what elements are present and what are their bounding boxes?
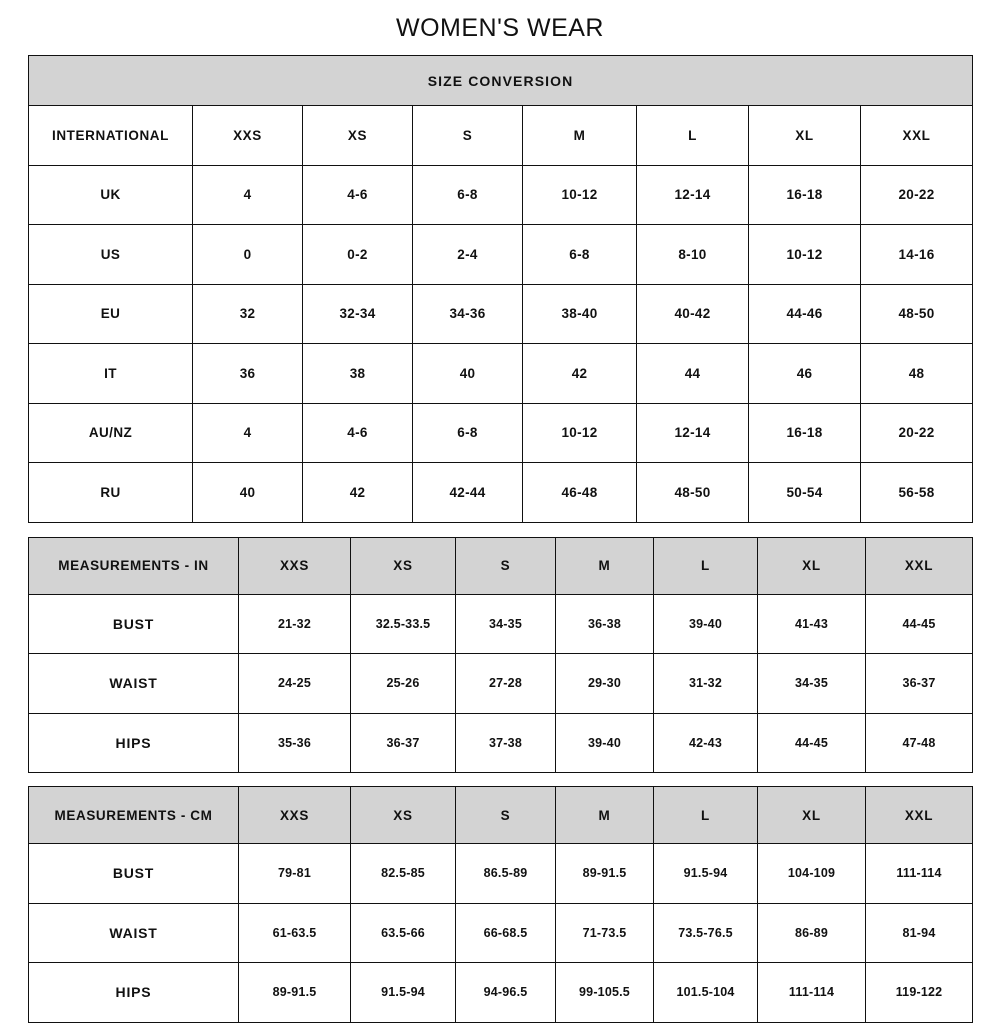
cell-hips-cm-xxl: 119-122	[866, 963, 973, 1023]
row-label-eu: EU	[29, 284, 193, 344]
table-row	[29, 284, 973, 344]
row-label-uk: UK	[29, 165, 193, 225]
header-xxl: XXL	[861, 106, 973, 166]
table-row	[29, 963, 973, 1023]
header-cm-m: M	[556, 787, 654, 844]
row-label-bust-in: BUST	[29, 594, 239, 654]
cell-aunz-m: 10-12	[523, 403, 637, 463]
cell-us-m: 6-8	[523, 225, 637, 285]
header-cm-s: S	[456, 787, 556, 844]
cell-bust-cm-xl: 104-109	[758, 844, 866, 904]
size-conversion-table	[28, 55, 973, 523]
cell-us-xxl: 14-16	[861, 225, 973, 285]
cell-ru-xxs: 40	[193, 463, 303, 523]
cell-uk-xxl: 20-22	[861, 165, 973, 225]
cell-bust-cm-xxl: 111-114	[866, 844, 973, 904]
cell-it-l: 44	[637, 344, 749, 404]
cell-us-l: 8-10	[637, 225, 749, 285]
cell-waist-in-s: 27-28	[456, 654, 556, 714]
table-row	[29, 225, 973, 285]
cell-waist-cm-s: 66-68.5	[456, 903, 556, 963]
cell-it-xs: 38	[303, 344, 413, 404]
cell-uk-xxs: 4	[193, 165, 303, 225]
header-in-xl: XL	[758, 537, 866, 594]
cell-bust-in-xs: 32.5-33.5	[351, 594, 456, 654]
cell-bust-in-l: 39-40	[654, 594, 758, 654]
row-label-bust-cm: BUST	[29, 844, 239, 904]
row-label-hips-cm: HIPS	[29, 963, 239, 1023]
cell-it-xl: 46	[749, 344, 861, 404]
cell-waist-in-l: 31-32	[654, 654, 758, 714]
header-international: INTERNATIONAL	[29, 106, 193, 166]
cell-waist-in-xxs: 24-25	[239, 654, 351, 714]
measurements-cm-table	[28, 786, 973, 1023]
table-row	[29, 403, 973, 463]
page-title: WOMEN'S WEAR	[396, 14, 604, 42]
cell-hips-in-l: 42-43	[654, 713, 758, 773]
cell-hips-in-xxs: 35-36	[239, 713, 351, 773]
cell-hips-in-s: 37-38	[456, 713, 556, 773]
header-in-m: M	[556, 537, 654, 594]
header-in-l: L	[654, 537, 758, 594]
cell-us-s: 2-4	[413, 225, 523, 285]
table-header-row	[29, 106, 973, 166]
cell-hips-in-xl: 44-45	[758, 713, 866, 773]
cell-ru-xxl: 56-58	[861, 463, 973, 523]
cell-bust-cm-s: 86.5-89	[456, 844, 556, 904]
cell-bust-in-s: 34-35	[456, 594, 556, 654]
table-row	[29, 713, 973, 773]
cell-aunz-xxs: 4	[193, 403, 303, 463]
table-row	[29, 844, 973, 904]
cell-hips-cm-xl: 111-114	[758, 963, 866, 1023]
cell-waist-cm-xs: 63.5-66	[351, 903, 456, 963]
cell-eu-xxl: 48-50	[861, 284, 973, 344]
header-xl: XL	[749, 106, 861, 166]
cell-waist-cm-l: 73.5-76.5	[654, 903, 758, 963]
table-row	[29, 344, 973, 404]
cell-eu-m: 38-40	[523, 284, 637, 344]
cell-us-xxs: 0	[193, 225, 303, 285]
row-label-ru: RU	[29, 463, 193, 523]
row-label-hips-in: HIPS	[29, 713, 239, 773]
cell-eu-s: 34-36	[413, 284, 523, 344]
cell-ru-xs: 42	[303, 463, 413, 523]
cell-it-m: 42	[523, 344, 637, 404]
header-cm-l: L	[654, 787, 758, 844]
cell-bust-cm-m: 89-91.5	[556, 844, 654, 904]
table-banner-row	[29, 56, 973, 106]
cell-waist-in-m: 29-30	[556, 654, 654, 714]
cell-it-xxs: 36	[193, 344, 303, 404]
cell-hips-cm-l: 101.5-104	[654, 963, 758, 1023]
header-xs: XS	[303, 106, 413, 166]
cell-aunz-s: 6-8	[413, 403, 523, 463]
cell-bust-in-xxs: 21-32	[239, 594, 351, 654]
cell-hips-in-xxl: 47-48	[866, 713, 973, 773]
header-xxs: XXS	[193, 106, 303, 166]
cell-waist-cm-xl: 86-89	[758, 903, 866, 963]
cell-bust-cm-l: 91.5-94	[654, 844, 758, 904]
table-row	[29, 463, 973, 523]
row-label-us: US	[29, 225, 193, 285]
table-row	[29, 594, 973, 654]
cell-bust-cm-xxs: 79-81	[239, 844, 351, 904]
header-m: M	[523, 106, 637, 166]
cell-bust-cm-xs: 82.5-85	[351, 844, 456, 904]
cell-waist-in-xxl: 36-37	[866, 654, 973, 714]
cell-it-s: 40	[413, 344, 523, 404]
cell-waist-cm-xxs: 61-63.5	[239, 903, 351, 963]
header-measurements-in: MEASUREMENTS - IN	[29, 537, 239, 594]
cell-aunz-xs: 4-6	[303, 403, 413, 463]
cell-bust-in-m: 36-38	[556, 594, 654, 654]
cell-eu-xl: 44-46	[749, 284, 861, 344]
cell-us-xs: 0-2	[303, 225, 413, 285]
cell-aunz-l: 12-14	[637, 403, 749, 463]
header-in-xs: XS	[351, 537, 456, 594]
table-header-row	[29, 787, 973, 844]
header-s: S	[413, 106, 523, 166]
header-cm-xxl: XXL	[866, 787, 973, 844]
header-measurements-cm: MEASUREMENTS - CM	[29, 787, 239, 844]
header-in-s: S	[456, 537, 556, 594]
table-row	[29, 903, 973, 963]
cell-uk-xl: 16-18	[749, 165, 861, 225]
size-conversion-banner: SIZE CONVERSION	[29, 56, 973, 106]
cell-hips-in-xs: 36-37	[351, 713, 456, 773]
cell-ru-xl: 50-54	[749, 463, 861, 523]
cell-bust-in-xl: 41-43	[758, 594, 866, 654]
cell-eu-xs: 32-34	[303, 284, 413, 344]
table-gap-2	[28, 773, 972, 786]
cell-bust-in-xxl: 44-45	[866, 594, 973, 654]
cell-waist-cm-xxl: 81-94	[866, 903, 973, 963]
row-label-aunz: AU/NZ	[29, 403, 193, 463]
cell-ru-l: 48-50	[637, 463, 749, 523]
cell-waist-in-xl: 34-35	[758, 654, 866, 714]
cell-aunz-xxl: 20-22	[861, 403, 973, 463]
cell-waist-in-xs: 25-26	[351, 654, 456, 714]
table-gap-1	[28, 523, 972, 537]
cell-hips-cm-xxs: 89-91.5	[239, 963, 351, 1023]
cell-uk-xs: 4-6	[303, 165, 413, 225]
table-row	[29, 654, 973, 714]
cell-hips-cm-xs: 91.5-94	[351, 963, 456, 1023]
row-label-it: IT	[29, 344, 193, 404]
cell-uk-m: 10-12	[523, 165, 637, 225]
header-cm-xxs: XXS	[239, 787, 351, 844]
header-in-xxs: XXS	[239, 537, 351, 594]
row-label-waist-cm: WAIST	[29, 903, 239, 963]
table-header-row	[29, 537, 973, 594]
cell-aunz-xl: 16-18	[749, 403, 861, 463]
cell-ru-m: 46-48	[523, 463, 637, 523]
cell-us-xl: 10-12	[749, 225, 861, 285]
cell-hips-in-m: 39-40	[556, 713, 654, 773]
header-cm-xl: XL	[758, 787, 866, 844]
header-in-xxl: XXL	[866, 537, 973, 594]
row-label-waist-in: WAIST	[29, 654, 239, 714]
header-cm-xs: XS	[351, 787, 456, 844]
cell-eu-l: 40-42	[637, 284, 749, 344]
cell-eu-xxs: 32	[193, 284, 303, 344]
cell-waist-cm-m: 71-73.5	[556, 903, 654, 963]
cell-ru-s: 42-44	[413, 463, 523, 523]
cell-it-xxl: 48	[861, 344, 973, 404]
cell-hips-cm-m: 99-105.5	[556, 963, 654, 1023]
cell-uk-s: 6-8	[413, 165, 523, 225]
cell-uk-l: 12-14	[637, 165, 749, 225]
cell-hips-cm-s: 94-96.5	[456, 963, 556, 1023]
table-row	[29, 165, 973, 225]
measurements-in-table	[28, 537, 973, 774]
header-l: L	[637, 106, 749, 166]
